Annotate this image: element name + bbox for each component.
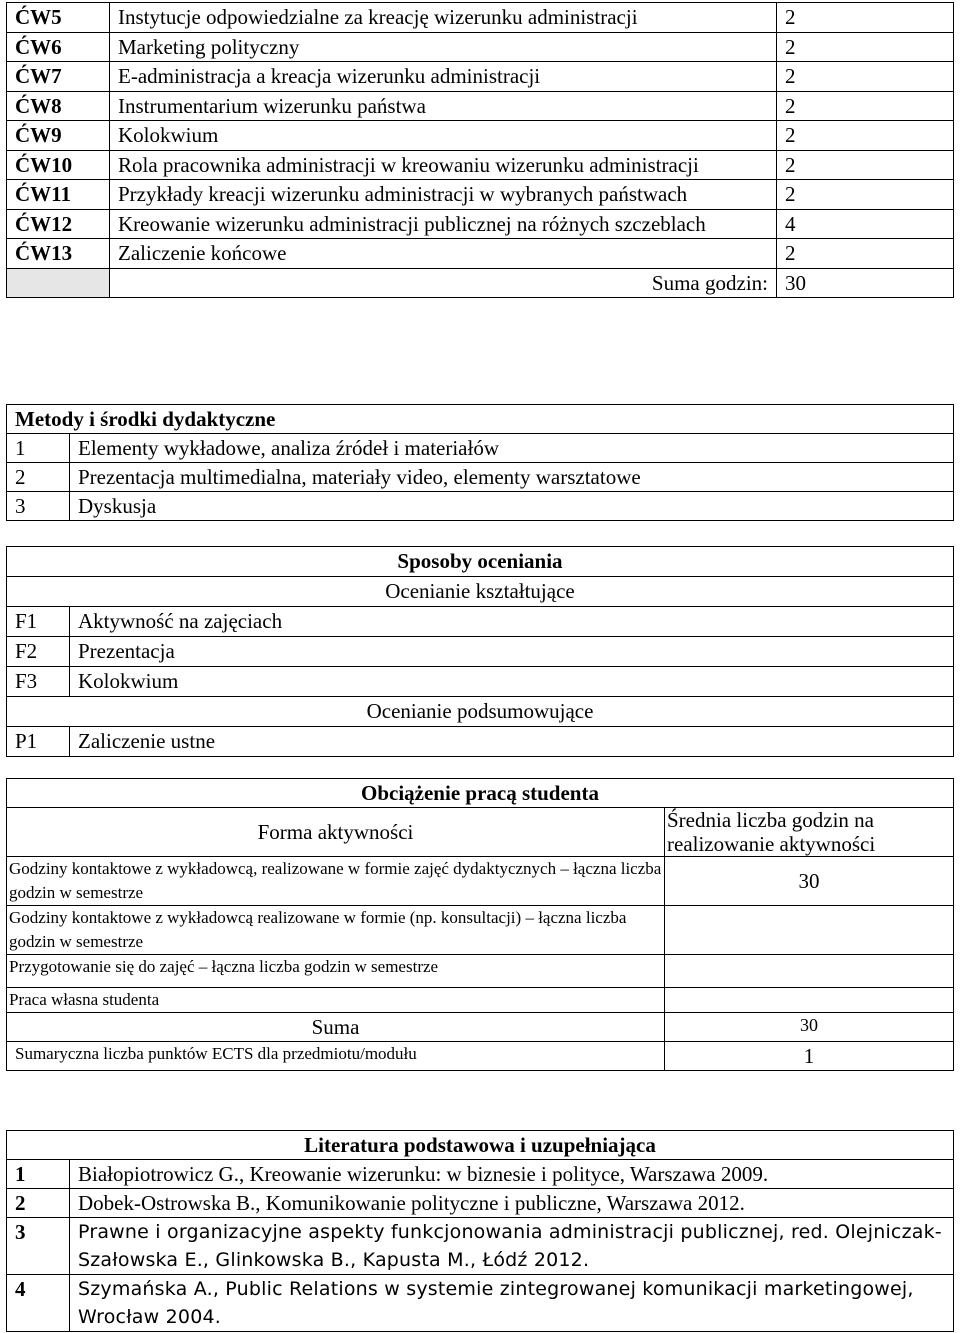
workload-value (665, 906, 954, 955)
sum-row (7, 1013, 954, 1042)
table-row (7, 150, 954, 180)
exercise-topic: E-administracja a kreacja wizerunku administracji (110, 62, 777, 92)
workload-label: Godziny kontaktowe z wykładowcą, realizowane w formie zajęć dydaktycznych – łączna liczba godzin w semestrze (7, 857, 665, 906)
exercise-code: ĆW10 (7, 150, 110, 180)
exercise-code: ĆW5 (7, 3, 110, 33)
exercise-topic: Rola pracownika administracji w kreowaniu wizerunku administracji (110, 150, 777, 180)
method-number: 3 (7, 492, 70, 521)
exercise-hours: 2 (777, 91, 954, 121)
assessment-title: Sposoby oceniania (7, 547, 954, 577)
sum-label: Suma (7, 1013, 665, 1042)
workload-value (665, 955, 954, 988)
table-row (7, 91, 954, 121)
assessment-text: Kolokwium (70, 667, 954, 697)
workload-value (665, 988, 954, 1013)
exercise-topic: Kolokwium (110, 121, 777, 151)
table-row (7, 1189, 954, 1218)
workload-label: Praca własna studenta (7, 988, 665, 1013)
exercise-hours: 2 (777, 180, 954, 210)
table-row (7, 906, 954, 955)
ects-row (7, 1042, 954, 1071)
literature-number: 2 (7, 1189, 70, 1218)
workload-value: 30 (665, 857, 954, 906)
workload-label: Godziny kontaktowe z wykładowcą realizowane w formie (np. konsultacji) – łączna liczba godzin w semestrze (7, 906, 665, 955)
total-value: 30 (777, 268, 954, 298)
exercise-code: ĆW11 (7, 180, 110, 210)
assessment-text: Aktywność na zajęciach (70, 607, 954, 637)
exercise-code: ĆW6 (7, 32, 110, 62)
exercise-topic: Przykłady kreacji wizerunku administracji w wybranych państwach (110, 180, 777, 210)
ects-label: Sumaryczna liczba punktów ECTS dla przedmiotu/modułu (7, 1042, 665, 1071)
assessment-code: F1 (7, 607, 70, 637)
exercise-hours: 2 (777, 32, 954, 62)
exercise-code: ĆW13 (7, 239, 110, 269)
table-row (7, 32, 954, 62)
table-header-row (7, 808, 954, 857)
ects-value: 1 (665, 1042, 954, 1071)
workload-label: Przygotowanie się do zajęć – łączna liczba godzin w semestrze (7, 955, 665, 988)
table-row (7, 857, 954, 906)
exercise-code: ĆW9 (7, 121, 110, 151)
exercise-topic: Instrumentarium wizerunku państwa (110, 91, 777, 121)
exercises-table (6, 2, 954, 298)
methods-title: Metody i środki dydaktyczne (7, 405, 954, 434)
assessment-code: P1 (7, 727, 70, 757)
exercise-hours: 2 (777, 150, 954, 180)
table-row (7, 3, 954, 33)
formative-title: Ocenianie kształtujące (7, 577, 954, 607)
method-number: 1 (7, 434, 70, 463)
assessment-text: Zaliczenie ustne (70, 727, 954, 757)
literature-number: 4 (7, 1275, 70, 1332)
table-row (7, 180, 954, 210)
total-row (7, 268, 954, 298)
sum-value: 30 (665, 1013, 954, 1042)
table-row (7, 667, 954, 697)
exercise-topic: Kreowanie wizerunku administracji publicznej na różnych szczeblach (110, 209, 777, 239)
literature-table (6, 1130, 954, 1332)
table-header-row (7, 547, 954, 577)
literature-text: Dobek-Ostrowska B., Komunikowanie polityczne i publiczne, Warszawa 2012. (70, 1189, 954, 1218)
literature-text: Prawne i organizacyjne aspekty funkcjonowania administracji publicznej, red. Olejniczak-Szałowska E., Glinkowska B., Kapusta M., Łódź 2012. (70, 1218, 954, 1275)
table-subheader-row (7, 577, 954, 607)
method-text: Elementy wykładowe, analiza źródeł i materiałów (70, 434, 954, 463)
methods-table (6, 404, 954, 521)
exercise-topic: Zaliczenie końcowe (110, 239, 777, 269)
method-text: Prezentacja multimedialna, materiały video, elementy warsztatowe (70, 463, 954, 492)
exercise-hours: 2 (777, 3, 954, 33)
assessment-text: Prezentacja (70, 637, 954, 667)
col-form-header: Forma aktywności (7, 808, 665, 857)
exercise-code: ĆW7 (7, 62, 110, 92)
table-row (7, 1218, 954, 1275)
workload-table (6, 778, 954, 1071)
exercise-topic: Instytucje odpowiedzialne za kreację wizerunku administracji (110, 3, 777, 33)
table-row (7, 1160, 954, 1189)
table-row (7, 727, 954, 757)
table-row (7, 492, 954, 521)
table-row (7, 955, 954, 988)
table-subheader-row (7, 697, 954, 727)
assessment-code: F3 (7, 667, 70, 697)
table-row (7, 121, 954, 151)
method-text: Dyskusja (70, 492, 954, 521)
table-header-row (7, 779, 954, 808)
literature-text: Szymańska A., Public Relations w systemie zintegrowanej komunikacji marketingowej, Wrocław 2004. (70, 1275, 954, 1332)
table-header-row (7, 1131, 954, 1160)
table-row (7, 209, 954, 239)
table-row (7, 434, 954, 463)
exercise-code: ĆW12 (7, 209, 110, 239)
table-row (7, 62, 954, 92)
table-row (7, 1275, 954, 1332)
table-header-row (7, 405, 954, 434)
exercise-hours: 2 (777, 121, 954, 151)
table-row (7, 988, 954, 1013)
table-row (7, 637, 954, 667)
table-row (7, 607, 954, 637)
table-row (7, 463, 954, 492)
exercise-hours: 2 (777, 239, 954, 269)
exercise-hours: 2 (777, 62, 954, 92)
assessment-code: F2 (7, 637, 70, 667)
literature-number: 3 (7, 1218, 70, 1275)
literature-text: Białopiotrowicz G., Kreowanie wizerunku: w biznesie i polityce, Warszawa 2009. (70, 1160, 954, 1189)
col-avg-header: Średnia liczba godzin na realizowanie aktywności (665, 808, 954, 857)
summative-title: Ocenianie podsumowujące (7, 697, 954, 727)
table-row (7, 239, 954, 269)
literature-title: Literatura podstawowa i uzupełniająca (7, 1131, 954, 1160)
exercise-code: ĆW8 (7, 91, 110, 121)
empty-cell (7, 268, 110, 298)
exercise-hours: 4 (777, 209, 954, 239)
method-number: 2 (7, 463, 70, 492)
workload-title: Obciążenie pracą studenta (7, 779, 954, 808)
literature-number: 1 (7, 1160, 70, 1189)
exercise-topic: Marketing polityczny (110, 32, 777, 62)
total-label: Suma godzin: (110, 268, 777, 298)
assessment-table (6, 546, 954, 757)
